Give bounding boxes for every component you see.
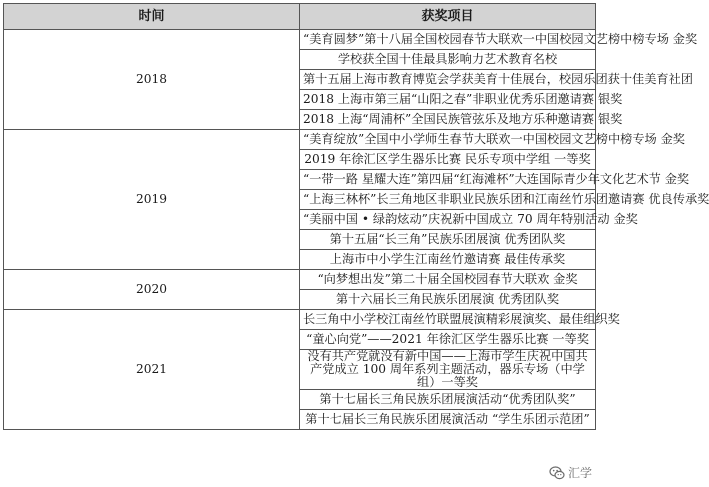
header-items: 获奖项目: [300, 4, 596, 30]
table-header-row: [4, 4, 596, 30]
table-row: [4, 30, 596, 50]
award-item: “上海三林杯”长三角地区非职业民族乐团和江南丝竹乐团邀请赛 优良传承奖: [300, 190, 596, 210]
awards-body: [4, 30, 709, 430]
award-item: 2018 上海“周浦杯”全国民族管弦乐及地方乐种邀请赛 银奖: [300, 110, 596, 130]
award-item: 上海市中小学生江南丝竹邀请赛 最佳传承奖: [300, 250, 596, 270]
award-item: 第十五届“长三角”民族乐团展演 优秀团队奖: [300, 230, 596, 250]
table-row: [4, 310, 596, 330]
award-item: 学校获全国十佳最具影响力艺术教育名校: [300, 50, 596, 70]
awards-table: [3, 3, 709, 430]
award-item: “美育绽放”全国中小学师生春节大联欢一中国校园文艺榜中榜专场 金奖: [300, 130, 596, 150]
award-item: “童心向党”——2021 年徐汇区学生器乐比赛 一等奖: [300, 330, 596, 350]
award-item: 长三角中小学校江南丝竹联盟展演精彩展演奖、最佳组织奖: [300, 310, 596, 330]
award-item: 第十七届长三角民族乐团展演活动 “学生乐团示范团”: [300, 410, 596, 430]
award-item: 2019 年徐汇区学生器乐比赛 民乐专项中学组 一等奖: [300, 150, 596, 170]
wechat-icon: [549, 465, 565, 481]
award-item: “一带一路 星耀大连”第四届“红海滩杯”大连国际青少年文化艺术节 金奖: [300, 170, 596, 190]
award-item: 没有共产党就没有新中国——上海市学生庆祝中国共产党成立 100 周年系列主题活动，器乐专场（中学组）一等奖: [300, 350, 596, 390]
watermark: [549, 464, 592, 481]
table-row: [4, 130, 596, 150]
award-item: “美丽中国 • 绿韵炫动”庆祝新中国成立 70 周年特别活动 金奖: [300, 210, 596, 230]
watermark-label: 汇学: [567, 466, 592, 480]
year-cell: 2018: [4, 30, 300, 130]
award-item: 第十七届长三角民族乐团展演活动“优秀团队奖”: [300, 390, 596, 410]
award-item: “美育圆梦”第十八届全国校园春节大联欢一中国校园文艺榜中榜专场 金奖: [300, 30, 596, 50]
year-cell: 2021: [4, 310, 300, 430]
award-item: 2018 上海市第三届“山阳之春”非职业优秀乐团邀请赛 银奖: [300, 90, 596, 110]
award-item: 第十六届长三角民族乐团展演 优秀团队奖: [300, 290, 596, 310]
header-time: 时间: [4, 4, 300, 30]
year-cell: 2019: [4, 130, 300, 270]
award-item: 第十五届上海市教育博览会学获美育十佳展台，校园乐团获十佳美育社团: [300, 70, 596, 90]
award-item: “向梦想出发”第二十届全国校园春节大联欢 金奖: [300, 270, 596, 290]
table-row: [4, 270, 596, 290]
year-cell: 2020: [4, 270, 300, 310]
